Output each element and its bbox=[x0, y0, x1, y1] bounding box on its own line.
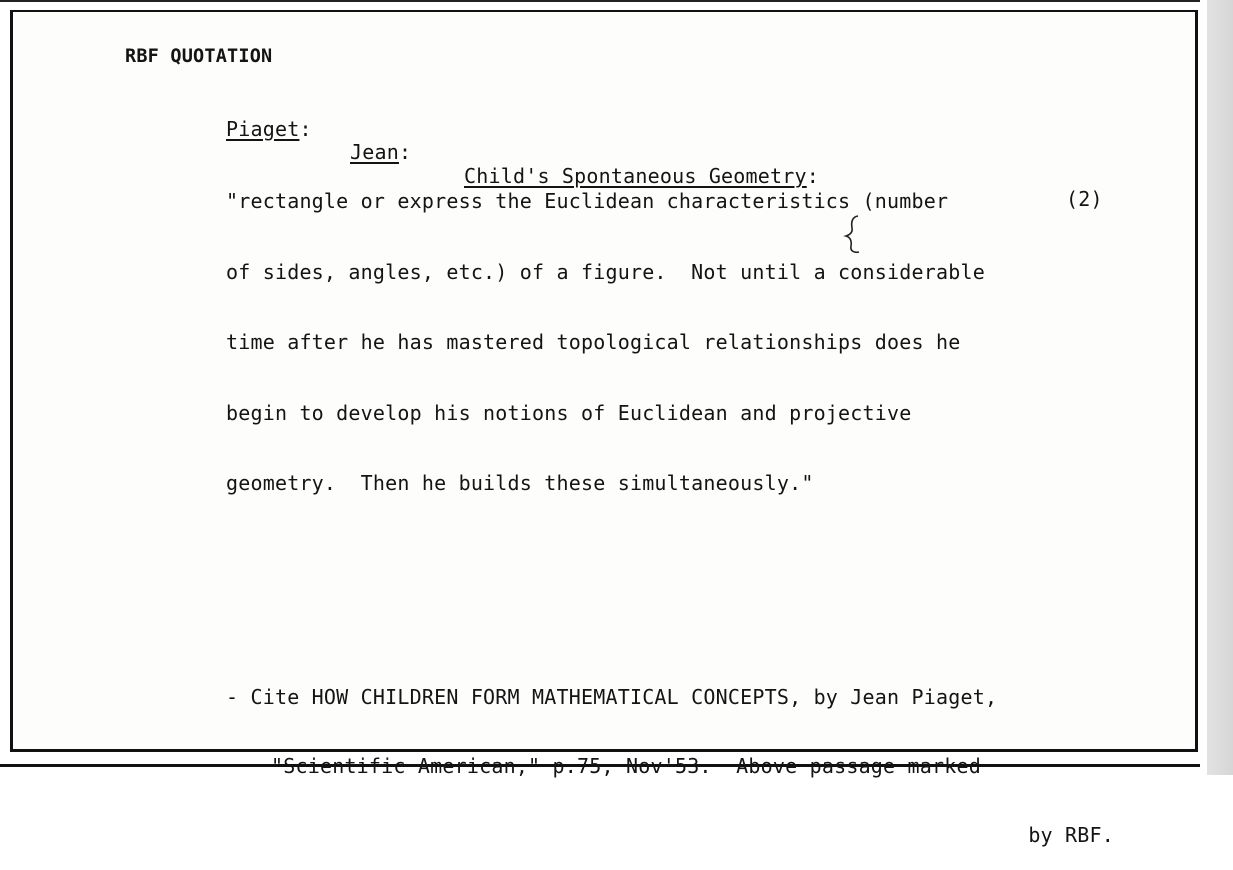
quote-line: begin to develop his notions of Euclidean and projective bbox=[226, 400, 912, 425]
reference-author-first: Jean: bbox=[350, 140, 412, 164]
citation-line: - Cite HOW CHILDREN FORM MATHEMATICAL CONCEPTS, by Jean Piaget, bbox=[226, 685, 998, 709]
card-header: RBF QUOTATION bbox=[125, 46, 273, 67]
citation-line: "Scientific American," p.75, Nov'53. Above passage marked bbox=[271, 754, 981, 778]
citation-block bbox=[226, 640, 1114, 870]
quote-line: time after he has mastered topological relationships does he bbox=[226, 330, 961, 354]
quote-line: "rectangle or express the Euclidean characteristics (number bbox=[226, 189, 949, 213]
quote-passage bbox=[226, 140, 985, 519]
quote-line: of sides, angles, etc.) of a figure. Not until a considerable bbox=[226, 259, 985, 284]
handwritten-bracket-mark bbox=[843, 212, 863, 254]
reference-author-last: Piaget: bbox=[226, 116, 312, 141]
page-margin bbox=[1207, 0, 1233, 775]
reference-number: (2) bbox=[1066, 187, 1103, 211]
citation-line: by RBF. bbox=[1028, 823, 1114, 847]
card-top-edge bbox=[0, 0, 1200, 2]
quote-line: geometry. Then he builds these simultaneously." bbox=[226, 471, 814, 495]
reference-title: Child's Spontaneous Geometry: bbox=[464, 163, 819, 188]
